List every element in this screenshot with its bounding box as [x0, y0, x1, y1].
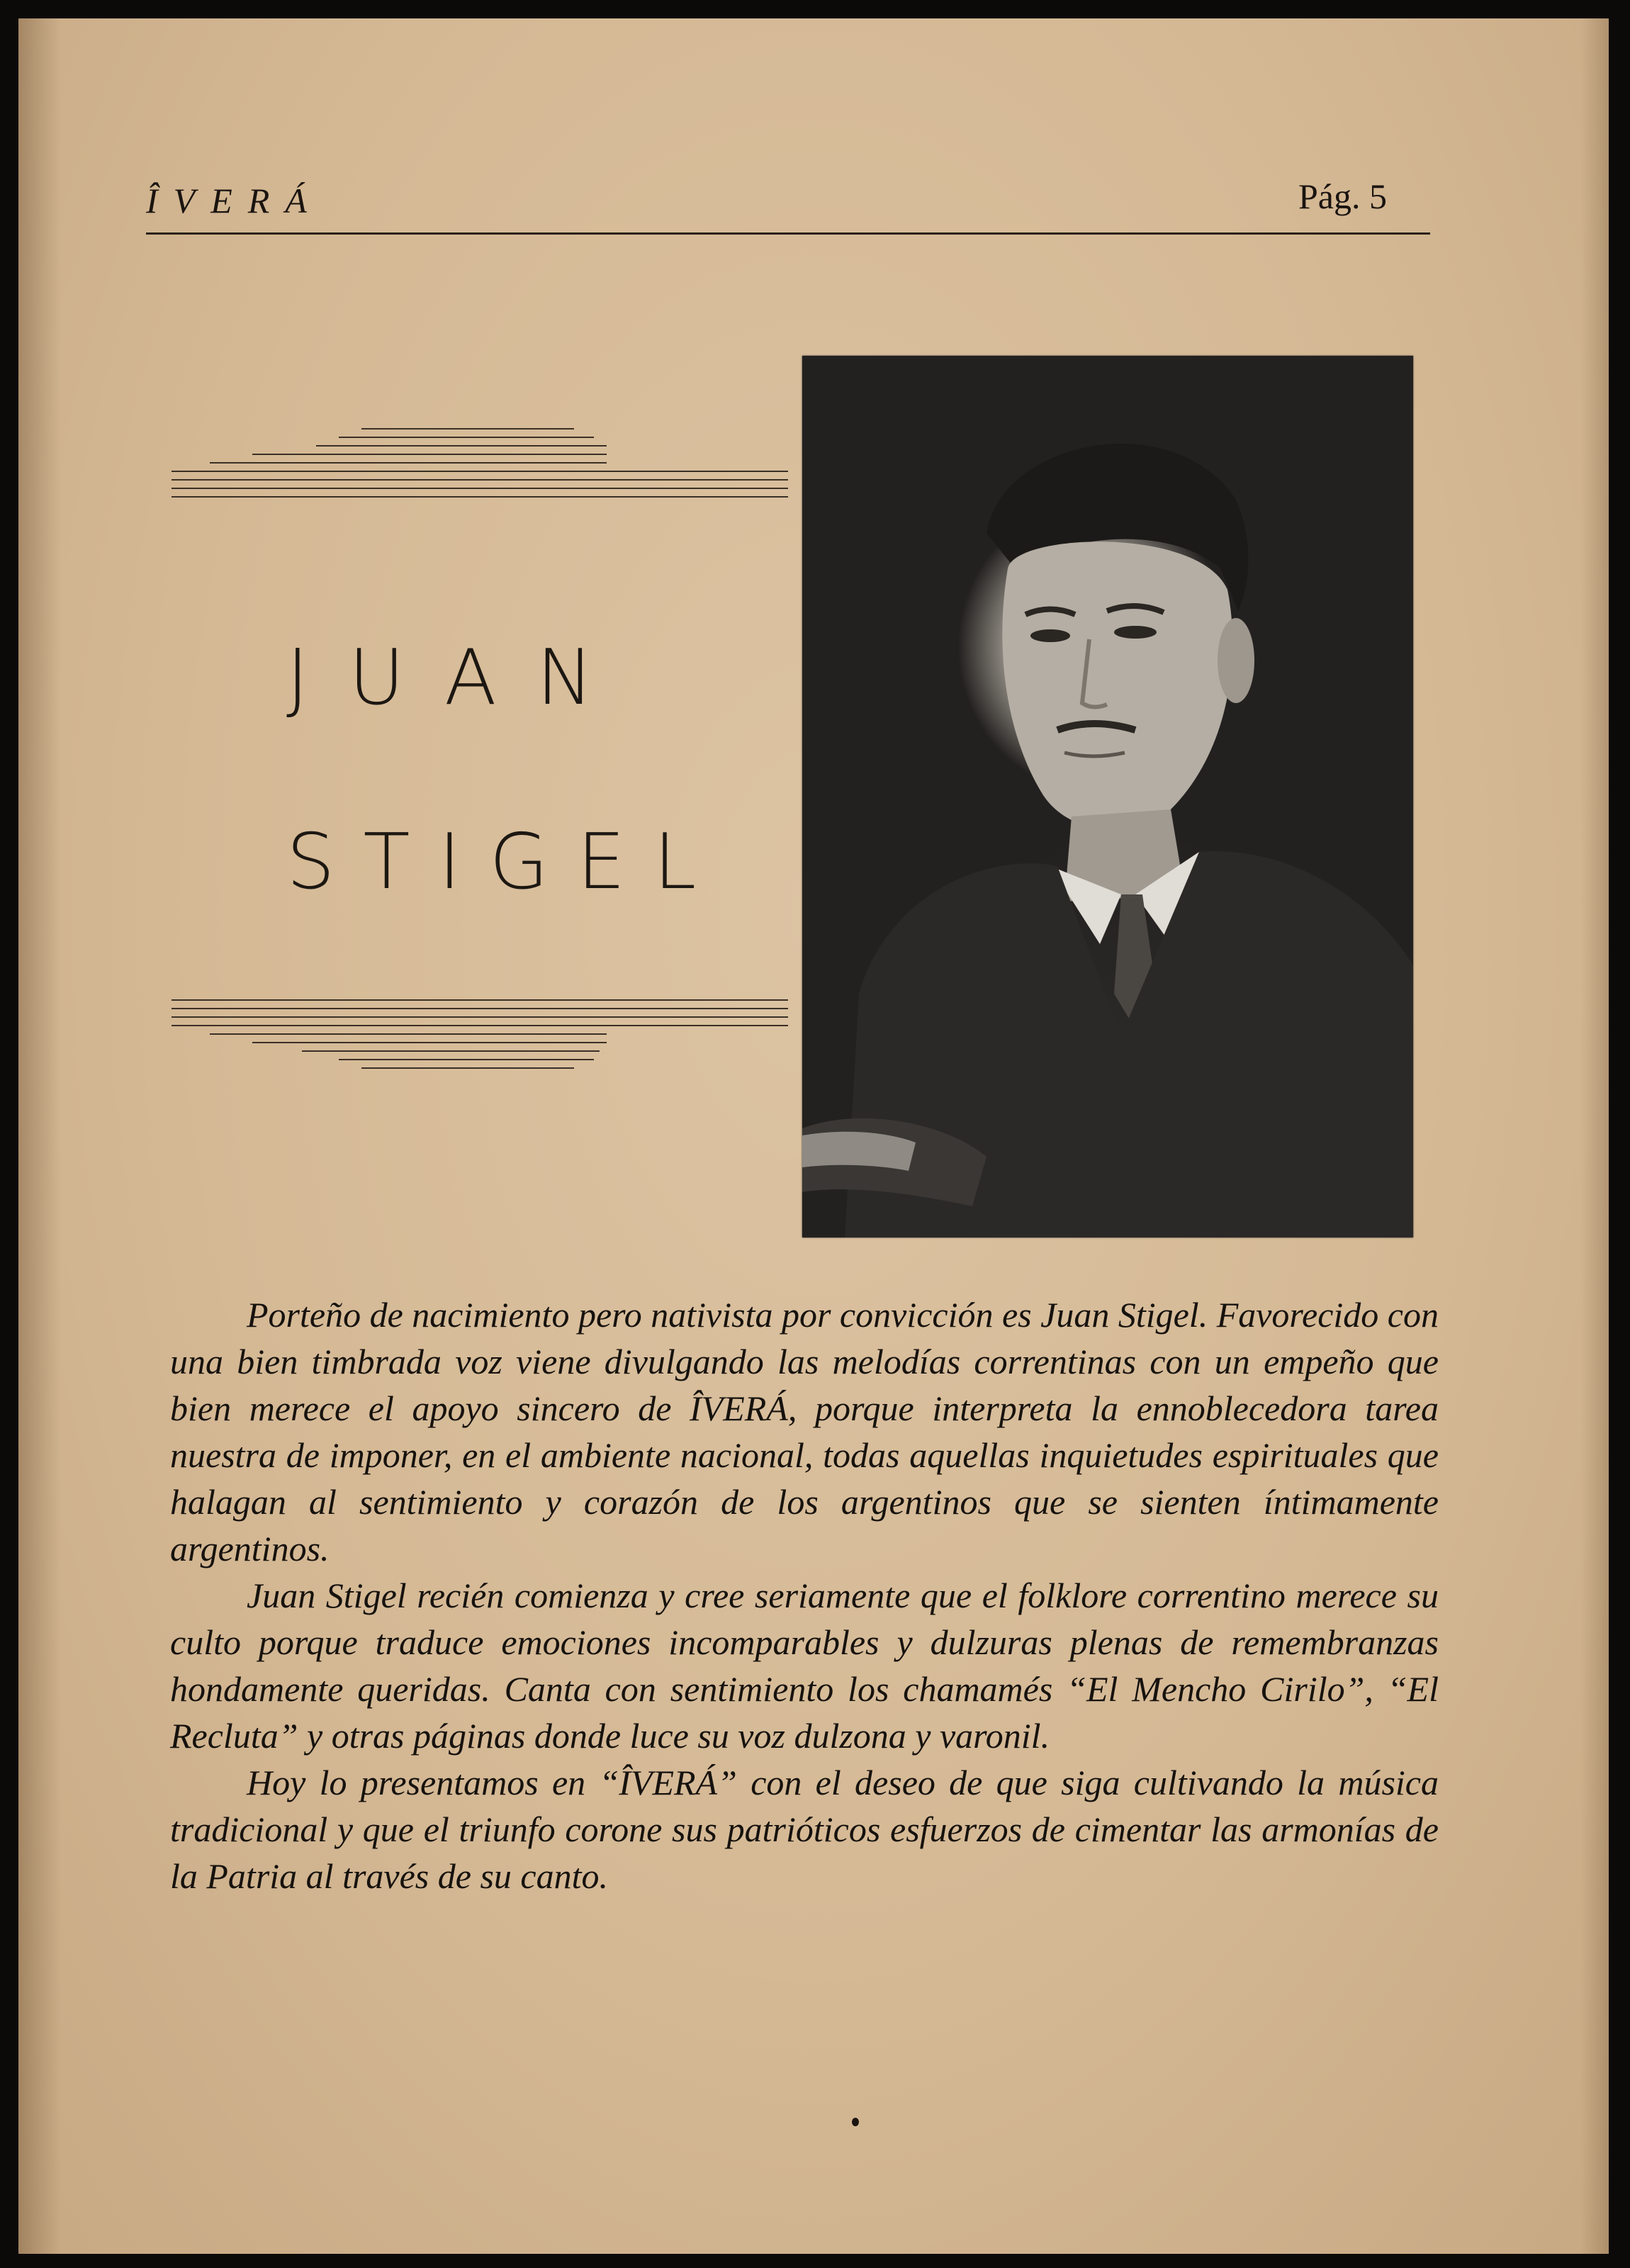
name-last: STIGEL — [286, 818, 725, 906]
edge-shadow — [1580, 18, 1609, 2254]
ink-dot — [852, 2118, 859, 2126]
magazine-page — [18, 18, 1609, 2254]
article-paragraph: Porteño de nacimiento pero nativista por convicción es Juan Stigel. Favorecido con una bien timbrada voz viene divulgando las melodías correntinas con un empeño que bien merece el apoyo sincero de ÎVERÁ, porque interpreta la ennoblecedora tarea nuestra de imponer, en el ambiente nacional, todas aquellas inquietudes espirituales que halagan al sentimiento y corazón de los argentinos que se sienten íntimamente argentinos. — [170, 1295, 1439, 1568]
article-body — [170, 1291, 1439, 1899]
name-first: JUAN — [286, 634, 634, 722]
page-number: Pág. 5 — [1298, 176, 1387, 216]
header-rule — [146, 232, 1430, 235]
magazine-title: ÎVERÁ — [146, 181, 322, 220]
article-paragraph: Hoy lo presentamos en “ÎVERÁ” con el deseo de que siga cultivando la música tradicional y que el triunfo corone sus patrióticos esfuerzos de cimentar las armonías de la Patria al través de su canto. — [170, 1763, 1439, 1896]
article-paragraph: Juan Stigel recién comienza y cree seriamente que el folklore correntino merece su culto porque traduce emociones incomparables y dulzuras plenas de remembranzas hondamente queridas. Canta con sentimiento los chamamés “El Mencho Cirilo”, “El Recluta” y otras páginas donde luce su voz dulzona y varonil. — [170, 1576, 1439, 1756]
gutter-shadow — [18, 18, 61, 2254]
portrait-photo — [802, 356, 1413, 1237]
portrait-illustration — [802, 356, 1413, 1237]
